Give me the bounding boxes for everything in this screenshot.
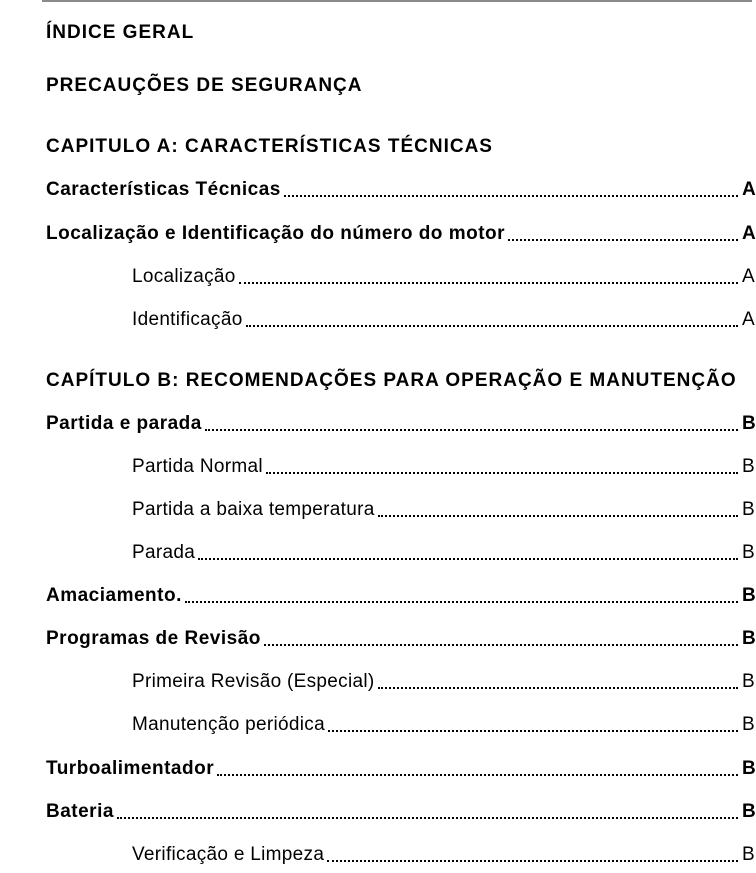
toc-entry-label: Identificação [132, 309, 243, 330]
toc-entry-identificacao[interactable] [132, 308, 755, 332]
toc-entry-page: B [742, 628, 756, 649]
toc-entry-localizacao[interactable] [132, 265, 755, 289]
dot-leader [217, 774, 738, 776]
top-rule [42, 0, 752, 2]
toc-entry-page: B [742, 542, 755, 563]
toc-entry-primeira-revisao[interactable] [132, 670, 755, 694]
toc-entry-caracteristicas-tecnicas[interactable] [46, 178, 756, 202]
toc-entry-label: Turboalimentador [46, 758, 215, 779]
toc-entry-partida-parada[interactable] [46, 412, 756, 436]
dot-leader [264, 644, 738, 646]
toc-entry-label: Partida Normal [132, 456, 263, 477]
toc-entry-page: B [742, 714, 755, 735]
toc-entry-label: Partida a baixa temperatura [132, 499, 375, 520]
toc-entry-page: A [742, 266, 755, 287]
toc-entry-partida-baixa-temperatura[interactable] [132, 498, 755, 522]
dot-leader [378, 687, 738, 689]
toc-entry-bateria[interactable] [46, 800, 756, 824]
toc-entry-page: A [742, 179, 756, 200]
toc-entry-label: Bateria [46, 801, 114, 822]
toc-entry-page: A [742, 223, 756, 244]
toc-entry-programas-revisao[interactable] [46, 627, 756, 651]
toc-entry-page: B [742, 844, 755, 865]
toc-entry-turboalimentador[interactable] [46, 757, 756, 781]
toc-entry-label: Parada [132, 542, 196, 563]
toc-entry-page: A [742, 309, 755, 330]
toc-entry-manutencao-periodica[interactable] [132, 713, 755, 737]
toc-entry-label: Partida e parada [46, 413, 202, 434]
toc-entry-amaciamento[interactable] [46, 584, 756, 608]
toc-entry-page: B [742, 585, 756, 606]
dot-leader [327, 860, 738, 862]
dot-leader [205, 429, 738, 431]
dot-leader [266, 472, 738, 474]
dot-leader [185, 601, 738, 603]
chapter-a-title[interactable]: CAPITULO A: CARACTERÍSTICAS TÉCNICAS [46, 136, 493, 157]
dot-leader [284, 195, 738, 197]
toc-entry-label: Amaciamento. [46, 585, 182, 606]
toc-entry-label: Características Técnicas [46, 179, 281, 200]
toc-entry-parada[interactable] [132, 541, 755, 565]
toc-entry-label: Primeira Revisão (Especial) [132, 671, 375, 692]
toc-entry-partida-normal[interactable] [132, 455, 755, 479]
dot-leader [508, 239, 738, 241]
dot-leader [117, 817, 738, 819]
toc-entry-label: Localização [132, 266, 236, 287]
safety-heading[interactable]: PRECAUÇÕES DE SEGURANÇA [46, 75, 363, 96]
dot-leader [328, 730, 738, 732]
toc-entry-localizacao-identificacao[interactable] [46, 222, 756, 246]
toc-entry-page: B [742, 801, 756, 822]
toc-entry-label: Localização e Identificação do número do motor [46, 223, 506, 244]
chapter-b-title[interactable]: CAPÍTULO B: RECOMENDAÇÕES PARA OPERAÇÃO E MANUTENÇÃO [46, 370, 737, 391]
index-title: ÍNDICE GERAL [46, 22, 195, 43]
toc-entry-label: Programas de Revisão [46, 628, 261, 649]
dot-leader [378, 515, 738, 517]
toc-entry-label: Verificação e Limpeza [132, 844, 325, 865]
toc-entry-page: B [742, 413, 756, 434]
toc-entry-verificacao-limpeza[interactable] [132, 843, 755, 867]
dot-leader [239, 282, 738, 284]
toc-entry-page: B [742, 499, 755, 520]
dot-leader [246, 325, 738, 327]
toc-entry-page: B [742, 671, 755, 692]
toc-entry-page: B [742, 758, 756, 779]
toc-entry-page: B [742, 456, 755, 477]
toc-entry-label: Manutenção periódica [132, 714, 325, 735]
dot-leader [198, 558, 738, 560]
